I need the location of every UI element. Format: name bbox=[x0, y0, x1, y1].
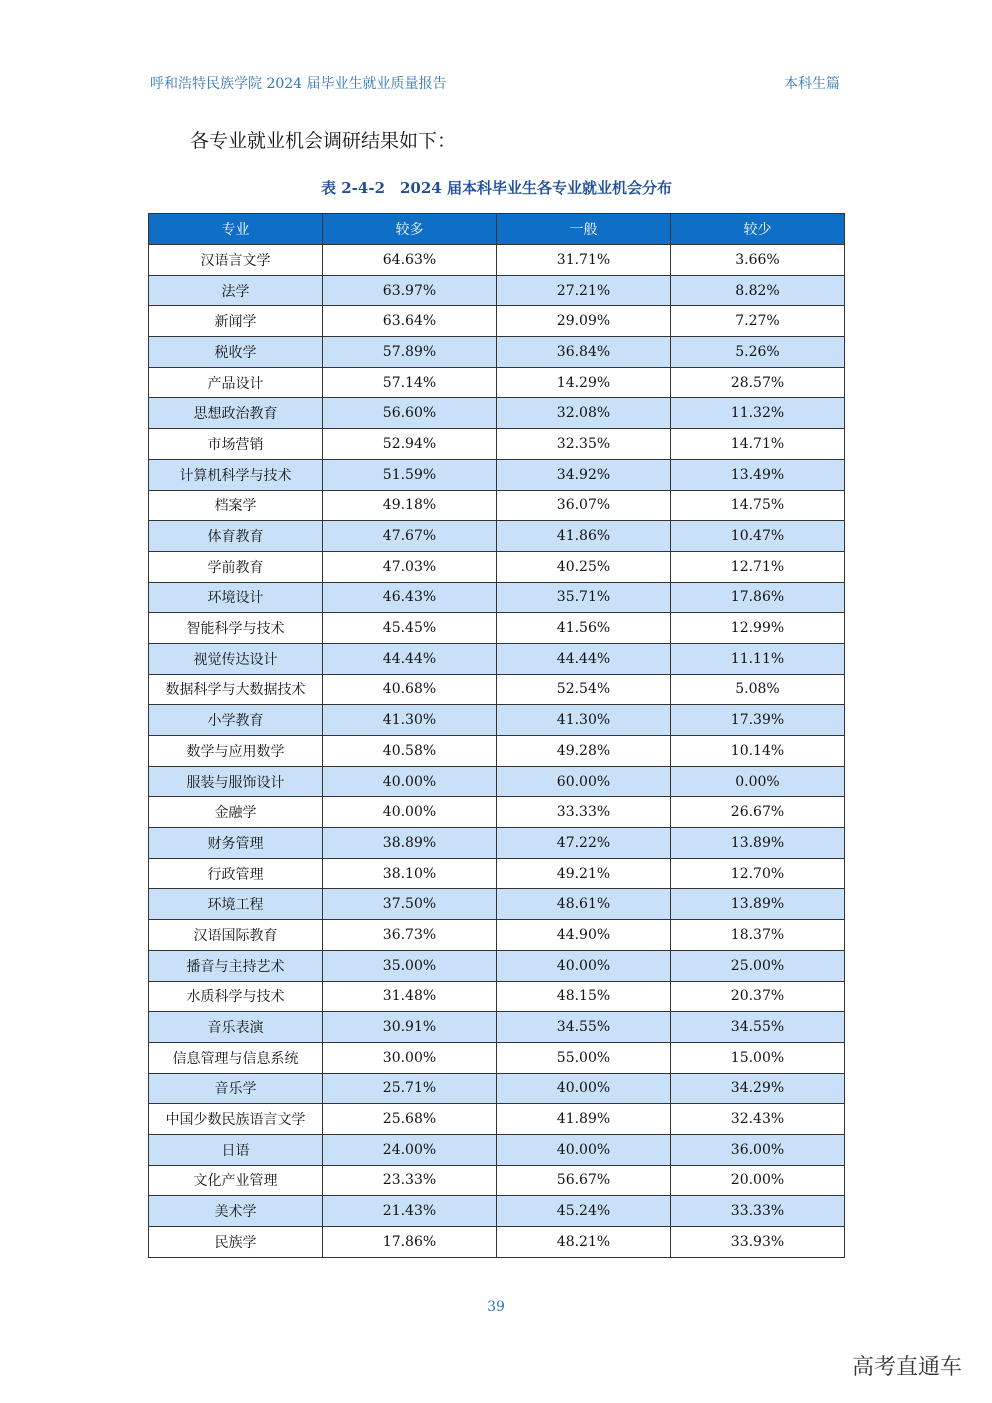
average-cell: 45.24% bbox=[497, 1196, 671, 1227]
average-cell: 34.55% bbox=[497, 1012, 671, 1043]
major-cell: 法学 bbox=[149, 275, 323, 306]
page-number: 39 bbox=[487, 1299, 505, 1315]
average-cell: 40.25% bbox=[497, 551, 671, 582]
table-row bbox=[149, 950, 845, 981]
average-cell: 40.00% bbox=[497, 1073, 671, 1104]
average-cell: 40.00% bbox=[497, 950, 671, 981]
average-cell: 44.90% bbox=[497, 920, 671, 951]
average-cell: 29.09% bbox=[497, 306, 671, 337]
more-cell: 46.43% bbox=[323, 582, 497, 613]
major-cell: 数据科学与大数据技术 bbox=[149, 674, 323, 705]
more-cell: 47.67% bbox=[323, 521, 497, 552]
average-cell: 32.08% bbox=[497, 398, 671, 429]
table-row bbox=[149, 521, 845, 552]
table-row bbox=[149, 1104, 845, 1135]
major-cell: 信息管理与信息系统 bbox=[149, 1042, 323, 1073]
table-row bbox=[149, 889, 845, 920]
less-cell: 36.00% bbox=[671, 1134, 845, 1165]
more-cell: 63.64% bbox=[323, 306, 497, 337]
more-cell: 52.94% bbox=[323, 429, 497, 460]
less-cell: 3.66% bbox=[671, 245, 845, 276]
average-cell: 32.35% bbox=[497, 429, 671, 460]
average-cell: 52.54% bbox=[497, 674, 671, 705]
table-row bbox=[149, 766, 845, 797]
more-cell: 31.48% bbox=[323, 981, 497, 1012]
table-row bbox=[149, 1134, 845, 1165]
major-cell: 档案学 bbox=[149, 490, 323, 521]
table-row bbox=[149, 582, 845, 613]
major-cell: 税收学 bbox=[149, 337, 323, 368]
less-cell: 17.39% bbox=[671, 705, 845, 736]
more-cell: 35.00% bbox=[323, 950, 497, 981]
major-cell: 体育教育 bbox=[149, 521, 323, 552]
less-cell: 26.67% bbox=[671, 797, 845, 828]
average-cell: 48.61% bbox=[497, 889, 671, 920]
more-cell: 45.45% bbox=[323, 613, 497, 644]
more-cell: 36.73% bbox=[323, 920, 497, 951]
average-cell: 48.15% bbox=[497, 981, 671, 1012]
less-cell: 11.11% bbox=[671, 643, 845, 674]
table-row bbox=[149, 613, 845, 644]
major-cell: 视觉传达设计 bbox=[149, 643, 323, 674]
table-row bbox=[149, 459, 845, 490]
major-cell: 汉语言文学 bbox=[149, 245, 323, 276]
major-cell: 小学教育 bbox=[149, 705, 323, 736]
average-cell: 35.71% bbox=[497, 582, 671, 613]
column-header-more: 较多 bbox=[323, 214, 497, 245]
major-cell: 美术学 bbox=[149, 1196, 323, 1227]
table-row bbox=[149, 429, 845, 460]
less-cell: 25.00% bbox=[671, 950, 845, 981]
less-cell: 10.47% bbox=[671, 521, 845, 552]
average-cell: 55.00% bbox=[497, 1042, 671, 1073]
more-cell: 49.18% bbox=[323, 490, 497, 521]
column-header-major: 专业 bbox=[149, 214, 323, 245]
more-cell: 21.43% bbox=[323, 1196, 497, 1227]
table-row bbox=[149, 705, 845, 736]
table-caption: 表 2-4-2 2024 届本科毕业生各专业就业机会分布 bbox=[321, 179, 672, 197]
average-cell: 44.44% bbox=[497, 643, 671, 674]
major-cell: 学前教育 bbox=[149, 551, 323, 582]
more-cell: 40.00% bbox=[323, 797, 497, 828]
less-cell: 8.82% bbox=[671, 275, 845, 306]
major-cell: 行政管理 bbox=[149, 858, 323, 889]
average-cell: 41.86% bbox=[497, 521, 671, 552]
table-row bbox=[149, 245, 845, 276]
more-cell: 64.63% bbox=[323, 245, 497, 276]
average-cell: 36.84% bbox=[497, 337, 671, 368]
less-cell: 17.86% bbox=[671, 582, 845, 613]
table-row bbox=[149, 674, 845, 705]
major-cell: 音乐表演 bbox=[149, 1012, 323, 1043]
average-cell: 49.21% bbox=[497, 858, 671, 889]
major-cell: 水质科学与技术 bbox=[149, 981, 323, 1012]
table-row bbox=[149, 490, 845, 521]
column-header-average: 一般 bbox=[497, 214, 671, 245]
average-cell: 47.22% bbox=[497, 828, 671, 859]
average-cell: 33.33% bbox=[497, 797, 671, 828]
major-cell: 环境工程 bbox=[149, 889, 323, 920]
less-cell: 12.99% bbox=[671, 613, 845, 644]
average-cell: 60.00% bbox=[497, 766, 671, 797]
major-cell: 汉语国际教育 bbox=[149, 920, 323, 951]
less-cell: 10.14% bbox=[671, 736, 845, 767]
less-cell: 12.70% bbox=[671, 858, 845, 889]
column-header-less: 较少 bbox=[671, 214, 845, 245]
less-cell: 14.75% bbox=[671, 490, 845, 521]
less-cell: 7.27% bbox=[671, 306, 845, 337]
more-cell: 57.14% bbox=[323, 367, 497, 398]
less-cell: 32.43% bbox=[671, 1104, 845, 1135]
major-cell: 文化产业管理 bbox=[149, 1165, 323, 1196]
table-row bbox=[149, 1042, 845, 1073]
average-cell: 41.56% bbox=[497, 613, 671, 644]
more-cell: 38.89% bbox=[323, 828, 497, 859]
more-cell: 17.86% bbox=[323, 1227, 497, 1258]
average-cell: 49.28% bbox=[497, 736, 671, 767]
more-cell: 23.33% bbox=[323, 1165, 497, 1196]
more-cell: 25.68% bbox=[323, 1104, 497, 1135]
more-cell: 44.44% bbox=[323, 643, 497, 674]
average-cell: 34.92% bbox=[497, 459, 671, 490]
table-row bbox=[149, 1165, 845, 1196]
average-cell: 14.29% bbox=[497, 367, 671, 398]
more-cell: 63.97% bbox=[323, 275, 497, 306]
major-cell: 智能科学与技术 bbox=[149, 613, 323, 644]
less-cell: 34.29% bbox=[671, 1073, 845, 1104]
major-cell: 计算机科学与技术 bbox=[149, 459, 323, 490]
less-cell: 33.93% bbox=[671, 1227, 845, 1258]
average-cell: 40.00% bbox=[497, 1134, 671, 1165]
less-cell: 5.26% bbox=[671, 337, 845, 368]
major-cell: 数学与应用数学 bbox=[149, 736, 323, 767]
less-cell: 33.33% bbox=[671, 1196, 845, 1227]
average-cell: 48.21% bbox=[497, 1227, 671, 1258]
major-cell: 新闻学 bbox=[149, 306, 323, 337]
more-cell: 51.59% bbox=[323, 459, 497, 490]
more-cell: 56.60% bbox=[323, 398, 497, 429]
more-cell: 37.50% bbox=[323, 889, 497, 920]
table-row bbox=[149, 828, 845, 859]
table-row bbox=[149, 1196, 845, 1227]
major-cell: 服装与服饰设计 bbox=[149, 766, 323, 797]
more-cell: 30.91% bbox=[323, 1012, 497, 1043]
more-cell: 57.89% bbox=[323, 337, 497, 368]
major-cell: 环境设计 bbox=[149, 582, 323, 613]
section-label: 本科生篇 bbox=[784, 76, 840, 92]
less-cell: 14.71% bbox=[671, 429, 845, 460]
major-cell: 播音与主持艺术 bbox=[149, 950, 323, 981]
table-row bbox=[149, 1073, 845, 1104]
more-cell: 40.00% bbox=[323, 766, 497, 797]
major-cell: 思想政治教育 bbox=[149, 398, 323, 429]
major-cell: 民族学 bbox=[149, 1227, 323, 1258]
less-cell: 13.89% bbox=[671, 889, 845, 920]
less-cell: 0.00% bbox=[671, 766, 845, 797]
table-row bbox=[149, 398, 845, 429]
more-cell: 41.30% bbox=[323, 705, 497, 736]
table-row bbox=[149, 858, 845, 889]
average-cell: 41.30% bbox=[497, 705, 671, 736]
intro-text: 各专业就业机会调研结果如下： bbox=[190, 130, 457, 152]
major-cell: 中国少数民族语言文学 bbox=[149, 1104, 323, 1135]
average-cell: 27.21% bbox=[497, 275, 671, 306]
table-header-row bbox=[149, 214, 845, 245]
major-cell: 财务管理 bbox=[149, 828, 323, 859]
major-cell: 日语 bbox=[149, 1134, 323, 1165]
less-cell: 20.37% bbox=[671, 981, 845, 1012]
less-cell: 20.00% bbox=[671, 1165, 845, 1196]
table-row bbox=[149, 643, 845, 674]
more-cell: 40.68% bbox=[323, 674, 497, 705]
average-cell: 36.07% bbox=[497, 490, 671, 521]
table-row bbox=[149, 736, 845, 767]
table-row bbox=[149, 797, 845, 828]
report-title: 呼和浩特民族学院 2024 届毕业生就业质量报告 bbox=[150, 76, 447, 92]
less-cell: 18.37% bbox=[671, 920, 845, 951]
table-row bbox=[149, 337, 845, 368]
table-body bbox=[149, 245, 845, 1258]
more-cell: 25.71% bbox=[323, 1073, 497, 1104]
less-cell: 28.57% bbox=[671, 367, 845, 398]
employment-opportunity-table bbox=[148, 213, 845, 1258]
table-row bbox=[149, 981, 845, 1012]
more-cell: 24.00% bbox=[323, 1134, 497, 1165]
less-cell: 13.49% bbox=[671, 459, 845, 490]
less-cell: 15.00% bbox=[671, 1042, 845, 1073]
table-row bbox=[149, 275, 845, 306]
major-cell: 音乐学 bbox=[149, 1073, 323, 1104]
table-row bbox=[149, 1012, 845, 1043]
major-cell: 产品设计 bbox=[149, 367, 323, 398]
less-cell: 12.71% bbox=[671, 551, 845, 582]
more-cell: 40.58% bbox=[323, 736, 497, 767]
less-cell: 11.32% bbox=[671, 398, 845, 429]
less-cell: 5.08% bbox=[671, 674, 845, 705]
more-cell: 47.03% bbox=[323, 551, 497, 582]
table-row bbox=[149, 551, 845, 582]
major-cell: 市场营销 bbox=[149, 429, 323, 460]
major-cell: 金融学 bbox=[149, 797, 323, 828]
more-cell: 38.10% bbox=[323, 858, 497, 889]
average-cell: 31.71% bbox=[497, 245, 671, 276]
watermark-text: 高考直通车 bbox=[851, 1355, 962, 1380]
table-row bbox=[149, 306, 845, 337]
average-cell: 56.67% bbox=[497, 1165, 671, 1196]
table-row bbox=[149, 367, 845, 398]
average-cell: 41.89% bbox=[497, 1104, 671, 1135]
less-cell: 13.89% bbox=[671, 828, 845, 859]
table-row bbox=[149, 920, 845, 951]
more-cell: 30.00% bbox=[323, 1042, 497, 1073]
less-cell: 34.55% bbox=[671, 1012, 845, 1043]
table-row bbox=[149, 1227, 845, 1258]
